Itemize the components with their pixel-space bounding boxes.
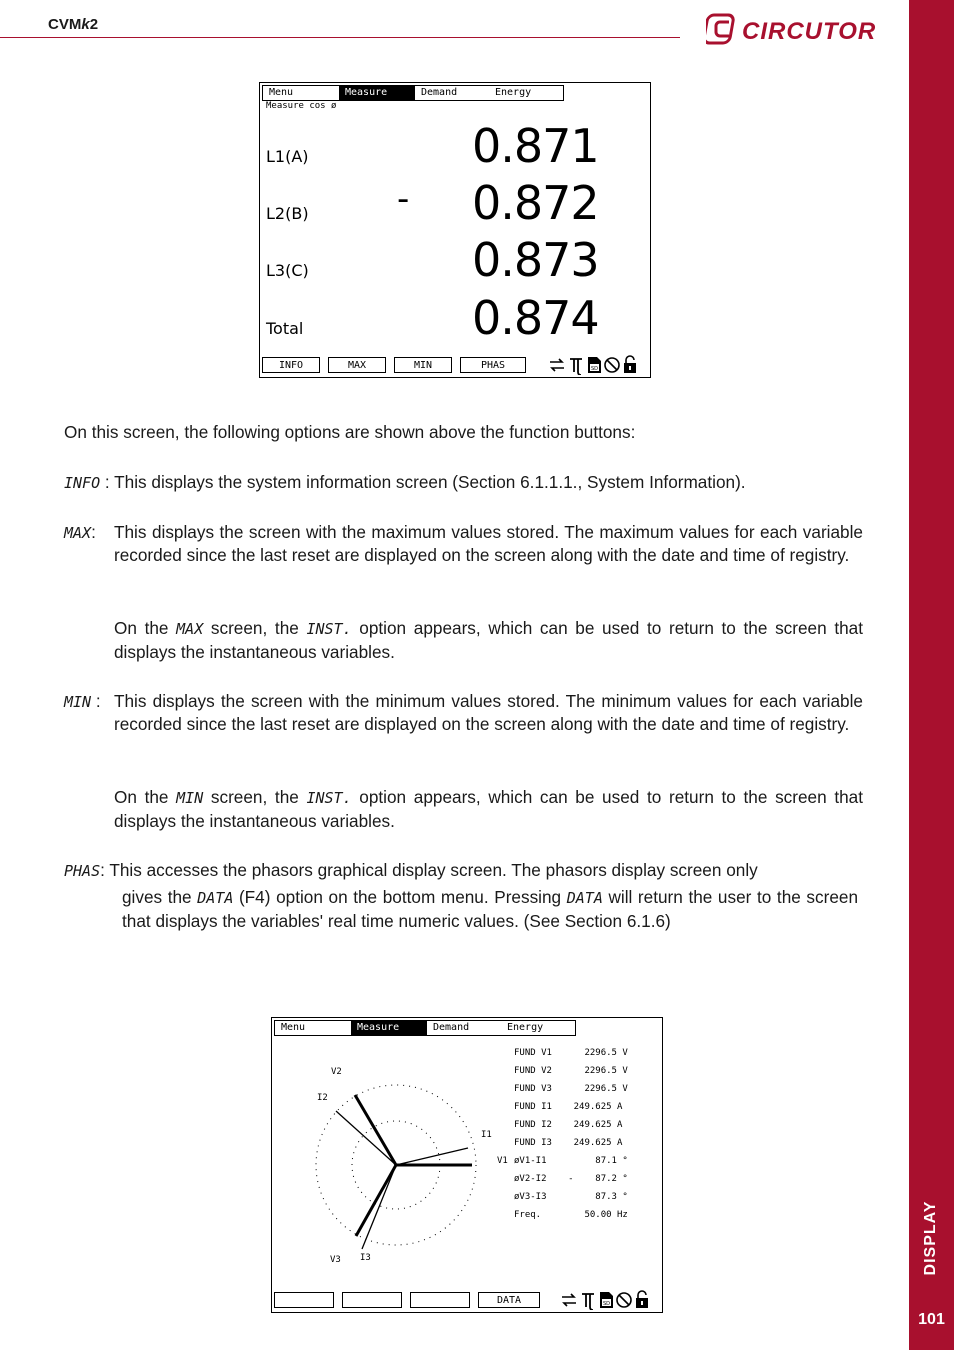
phase-v3-i3-row: øV3-I3 87.3 °	[514, 1192, 628, 1202]
screen-subtitle: Measure cos ø	[266, 101, 337, 111]
f1-button[interactable]	[274, 1292, 334, 1308]
header-rule	[0, 37, 680, 38]
phas-button[interactable]: PHAS	[460, 357, 526, 373]
fund-v2-row: FUND V2 2296.5 V	[514, 1066, 628, 1076]
fund-i1-row: FUND I1 249.625 A	[514, 1102, 623, 1112]
phase-icon	[570, 359, 582, 375]
max-colon: :	[91, 522, 96, 542]
fund-v1-row: FUND V1 2296.5 V	[514, 1048, 628, 1058]
phase-v1-i1-row: øV1-I1 87.1 °	[514, 1156, 628, 1166]
info-description: : This displays the system information screen (Section 6.1.1.1., System Information).	[100, 472, 746, 492]
max-keyword-line	[64, 521, 96, 545]
max-button[interactable]: MAX	[328, 357, 386, 373]
max-sub-paragraph: On the MAX screen, the INST. option appears, which can be used to return to the screen that displays the instantaneous variables.	[114, 618, 863, 662]
swap-icon	[562, 1294, 576, 1306]
row-label-l3: L3(C)	[266, 261, 309, 280]
info-button[interactable]: INFO	[262, 357, 320, 373]
f2-button[interactable]	[342, 1292, 402, 1308]
f3-button[interactable]	[410, 1292, 470, 1308]
intro-text: On this screen, the following options are shown above the function buttons:	[64, 422, 636, 442]
phasor-diagram	[272, 1038, 512, 1288]
sidebar-band	[909, 0, 954, 1350]
value-l3: 0.873	[472, 233, 599, 287]
min-colon: :	[91, 691, 101, 711]
inst-keyword: INST.	[306, 620, 352, 638]
tab-energy[interactable]: Energy	[507, 1022, 544, 1033]
lock-icon	[636, 1291, 648, 1308]
tab-menu[interactable]: Menu	[269, 87, 294, 98]
sign-indicator: -	[397, 179, 410, 219]
data-keyword: DATA	[197, 889, 234, 907]
label-i2: I2	[317, 1093, 328, 1103]
value-l1: 0.871	[472, 119, 599, 173]
status-icons	[548, 355, 646, 375]
phas-sub-paragraph: gives the DATA (F4) option on the bottom menu. Pressing DATA will return the user to the screen that displays the variables' real time numeric values. (See Section 6.1.6)	[122, 887, 858, 931]
dial-icon	[605, 358, 619, 372]
max-keyword: MAX	[64, 524, 92, 542]
fund-i3-row: FUND I3 249.625 A	[514, 1138, 623, 1148]
tab-demand[interactable]: Demand	[433, 1022, 470, 1033]
min-keyword: MIN	[64, 693, 92, 711]
phasor-i1	[396, 1148, 468, 1165]
frequency-row: Freq. 50.00 Hz	[514, 1210, 628, 1220]
lcd-screen-phasors	[271, 1017, 663, 1313]
status-icons	[560, 1290, 658, 1310]
min-button[interactable]: MIN	[394, 357, 452, 373]
max-sub-keyword: MAX	[176, 620, 204, 638]
info-paragraph	[64, 471, 746, 495]
function-button-bar	[274, 1292, 540, 1308]
sd-card-icon	[600, 1292, 613, 1308]
tab-energy[interactable]: Energy	[495, 87, 532, 98]
row-label-l2: L2(B)	[266, 204, 309, 223]
tab-menu[interactable]: Menu	[281, 1022, 306, 1033]
swap-icon	[550, 359, 564, 371]
data-keyword-2: DATA	[566, 889, 603, 907]
phasor-v2	[355, 1095, 396, 1165]
phasor-i2	[336, 1111, 396, 1165]
row-label-l1: L1(A)	[266, 147, 309, 166]
svg-text:SD: SD	[603, 1301, 611, 1307]
sd-card-icon	[588, 357, 601, 373]
max-description: This displays the screen with the maximum values stored. The maximum values for each variable recorded since the last reset are displayed on the screen along with the date and time of registry.	[114, 522, 863, 565]
inst-keyword: INST.	[306, 789, 352, 807]
brand-logo	[706, 10, 886, 53]
phasor-v3	[356, 1165, 396, 1236]
label-v3: V3	[330, 1255, 341, 1265]
tab-demand[interactable]: Demand	[421, 87, 458, 98]
data-button[interactable]: DATA	[478, 1292, 540, 1308]
info-keyword: INFO	[64, 474, 101, 492]
fund-i2-row: FUND I2 249.625 A	[514, 1120, 623, 1130]
tab-measure[interactable]: Measure	[351, 1021, 427, 1035]
min-sub-paragraph: On the MIN screen, the INST. option appears, which can be used to return to the screen that displays the instantaneous variables.	[114, 787, 863, 831]
value-total: 0.874	[472, 291, 599, 345]
label-i1: I1	[481, 1130, 492, 1140]
page-number: 101	[918, 1311, 945, 1328]
model-name: CVMk2	[48, 16, 99, 33]
phas-keyword: PHAS	[64, 862, 101, 880]
screen-tab-bar	[262, 85, 564, 101]
label-v1: V1	[497, 1156, 508, 1166]
min-description: This displays the screen with the minimum values stored. The minimum values for each variable recorded since the last reset are displayed on the screen along with the date and time of registry.	[114, 691, 863, 734]
screen-tab-bar	[274, 1020, 576, 1036]
section-label: DISPLAY	[922, 1200, 939, 1276]
dial-icon	[617, 1293, 631, 1307]
min-keyword-line	[64, 690, 101, 714]
tab-measure[interactable]: Measure	[339, 86, 415, 100]
svg-text:CIRCUTOR: CIRCUTOR	[742, 18, 877, 45]
svg-text:SD: SD	[591, 366, 599, 372]
lcd-screen-measure	[259, 82, 651, 378]
min-sub-keyword: MIN	[176, 789, 204, 807]
label-i3: I3	[360, 1253, 371, 1263]
lock-icon	[624, 356, 636, 373]
fund-v3-row: FUND V3 2296.5 V	[514, 1084, 628, 1094]
phasor-i3	[362, 1165, 396, 1249]
phas-paragraph: PHAS: This accesses the phasors graphical display screen. The phasors display screen only	[64, 860, 758, 880]
function-button-bar	[262, 357, 526, 373]
phase-v2-i2-row: øV2-I2 - 87.2 °	[514, 1174, 628, 1184]
phase-icon	[582, 1294, 594, 1310]
label-v2: V2	[331, 1067, 342, 1077]
value-l2: 0.872	[472, 176, 599, 230]
row-label-total: Total	[266, 319, 304, 338]
